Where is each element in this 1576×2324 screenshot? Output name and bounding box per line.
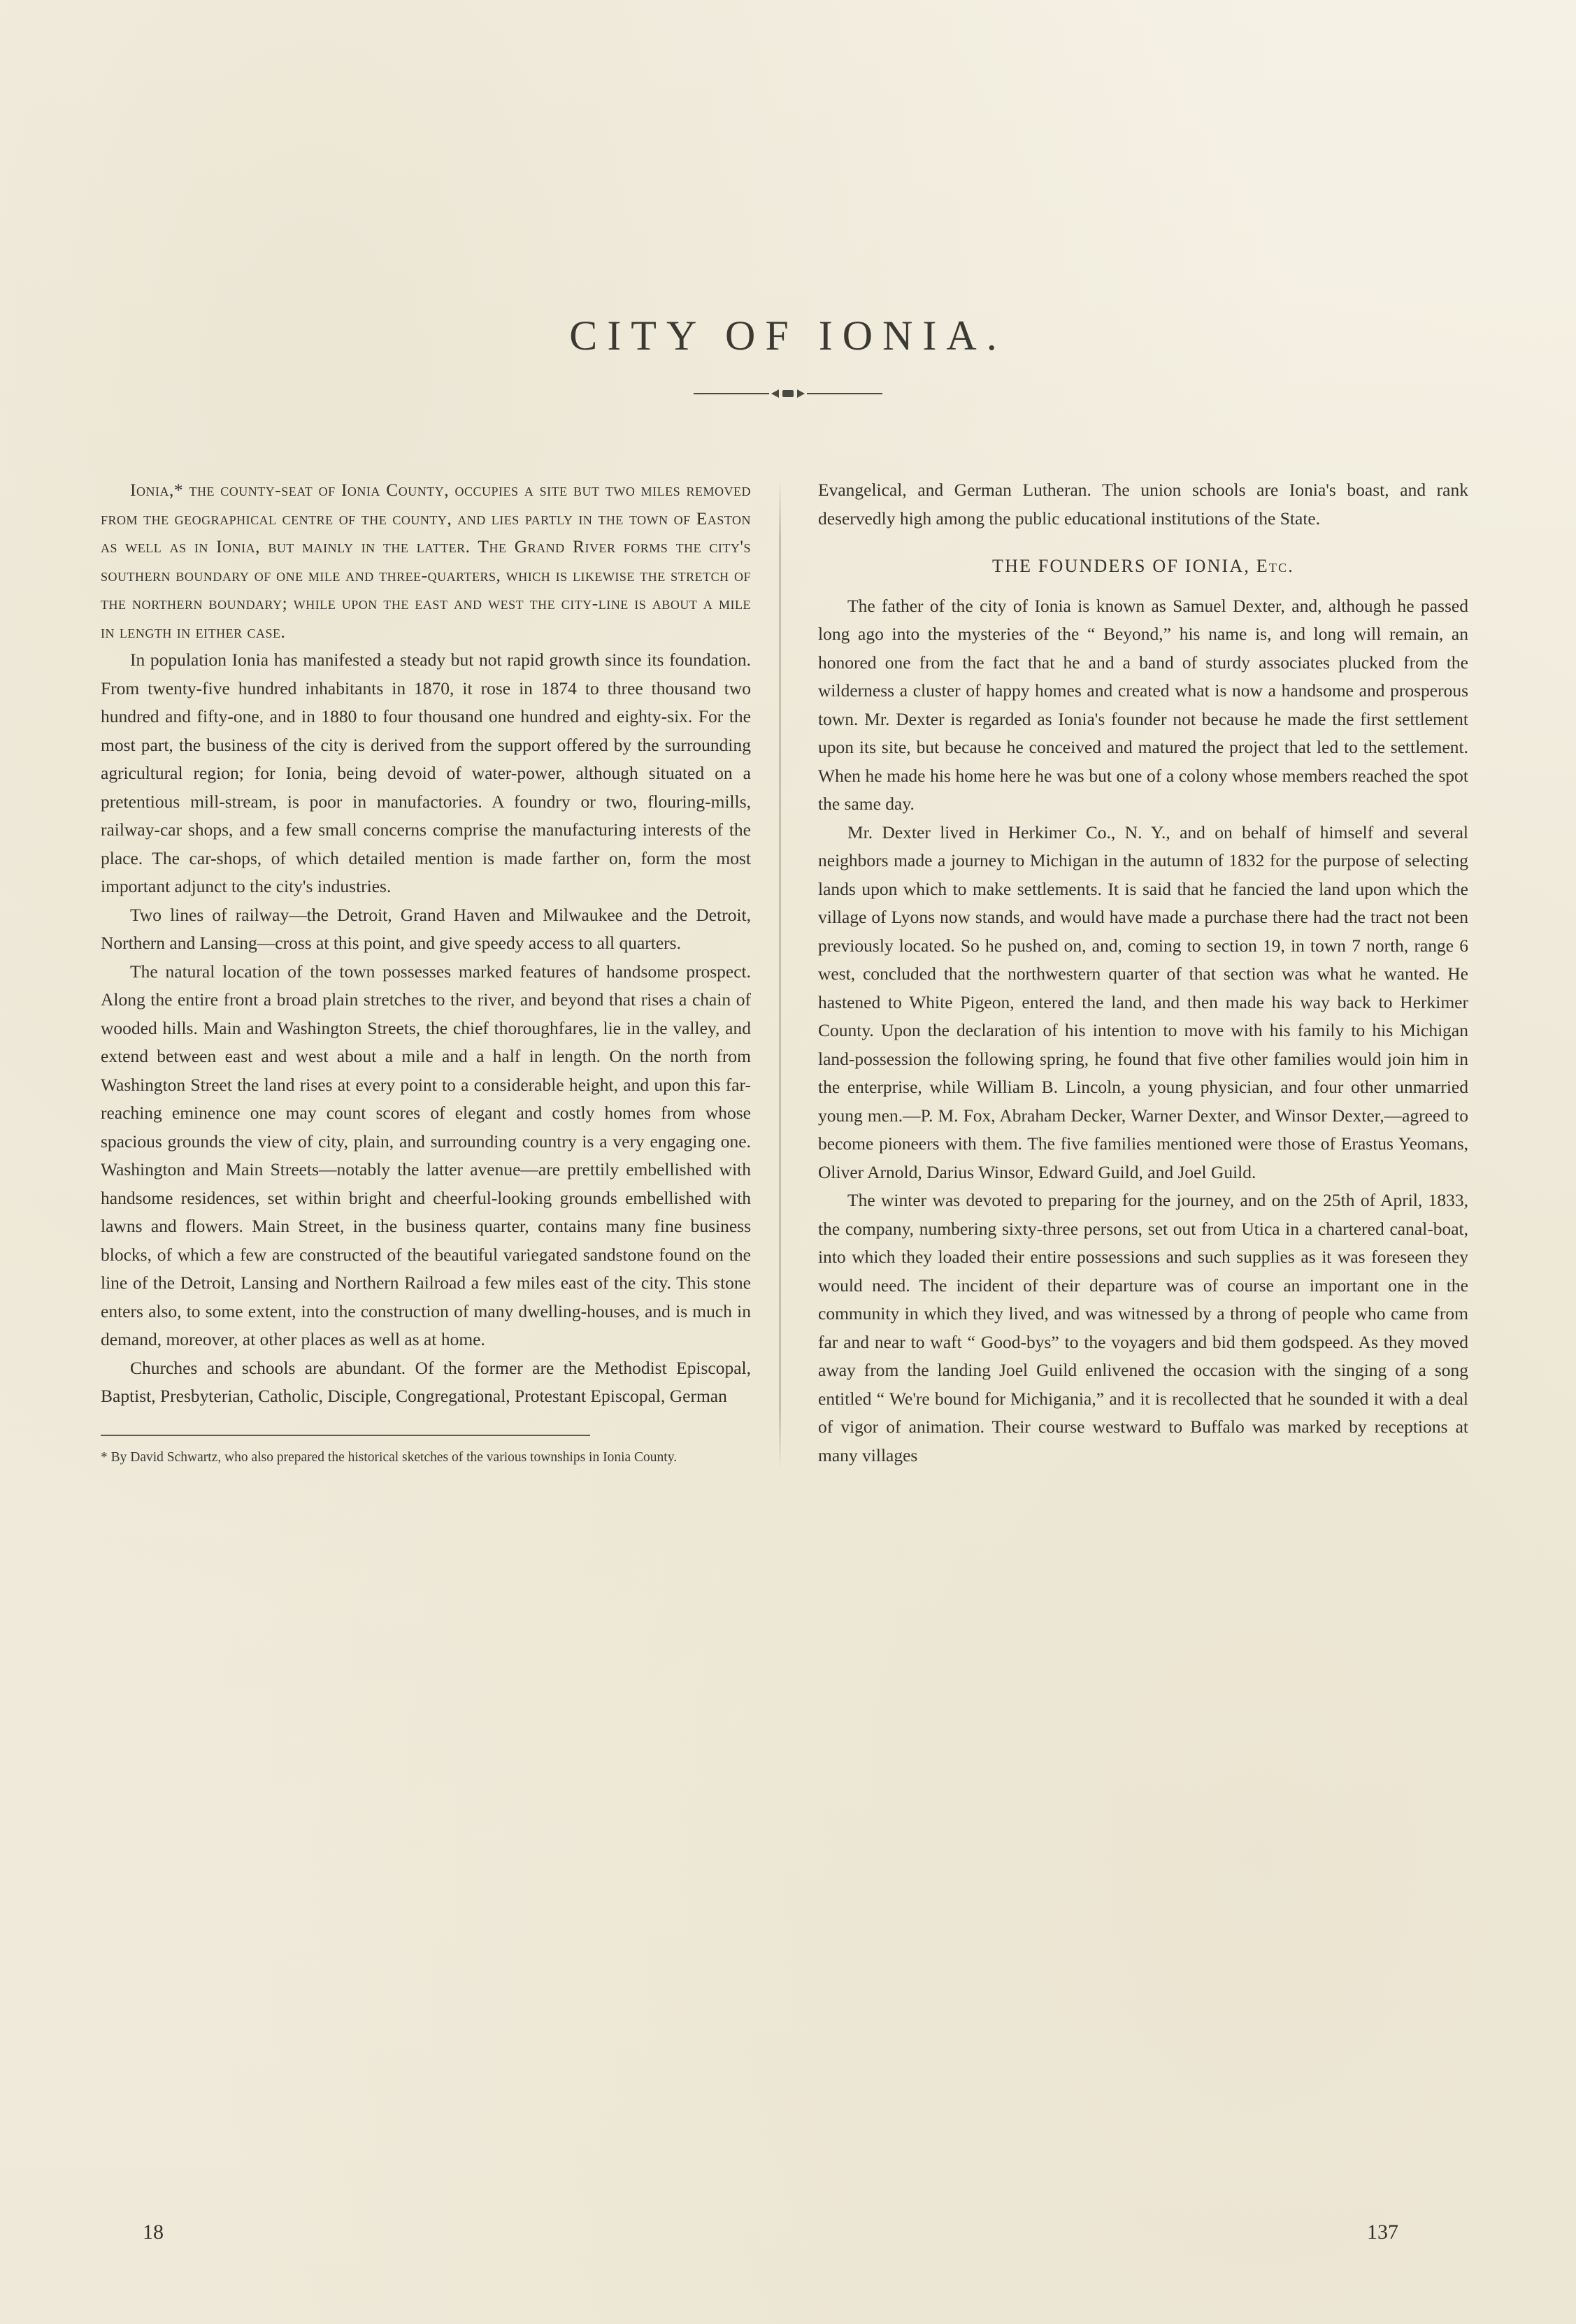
paragraph: Two lines of railway—the Detroit, Grand Haven and Milwaukee and the Detroit, Northern and Lansing—cross at this point, and give speedy access to all quarters. (101, 904, 751, 953)
two-column-body (101, 476, 1475, 1470)
page-number-right: 137 (1367, 2221, 1398, 2244)
right-column (781, 476, 1468, 1470)
paragraph: The father of the city of Ionia is known as Samuel Dexter, and, although he passed long ago into the mysteries of the “ Beyond,” his name is, and long will remain, an honored one from the fact that he and a band of sturdy associates plucked from the wilderness a cluster of happy homes and created what is now a handsome and prosperous town. Mr. Dexter is regarded as Ionia's founder not because he made the first settlement upon its site, but because he conceived and matured the project that led to the settlement. When he made his home here he was but one of a colony whose members reached the spot the same day. (818, 595, 1468, 814)
section-heading: THE FOUNDERS OF IONIA, Etc. (992, 556, 1294, 576)
paragraph: In population Ionia has manifested a steady but not rapid growth since its foundation. From twenty-five hundred inhabitants in 1870, it rose in 1874 to three thousand two hundred and fifty-one, and in 1880 to four thousand one hundred and eighty-six. For the most part, the business of the city is derived from the support offered by the surrounding agricultural region; for Ionia, being devoid of water-power, although situated on a pretentious mill-stream, is poor in manufactories. A foundry or two, flouring-mills, railway-car shops, and a few small concerns comprise the manufacturing interests of the place. The car-shops, of which detailed mention is made farther on, form the most important adjunct to the city's industries. (101, 650, 751, 896)
footnote-rule (101, 1435, 590, 1436)
left-column (101, 476, 779, 1470)
title-ornament-divider (73, 389, 1503, 398)
ornament-line-right (807, 393, 882, 394)
paragraph: Ionia,* the county-seat of Ionia County, occupies a site but two miles removed from the geographical centre of the county, and lies partly in the town of Easton as well as in Ionia, but mainly in the latter. The Grand River forms the city's southern boundary of one mile and three-quarters, which is likewise the stretch of the northern boundary; while upon the east and west the city-line is about a mile in length in either case. (101, 480, 751, 642)
page-title: CITY OF IONIA. (569, 313, 1007, 359)
ornament-arrow-right (797, 389, 805, 398)
footnote-text: * By David Schwartz, who also prepared the historical sketches of the various townships in Ionia County. (101, 1449, 678, 1465)
ornament-center (782, 390, 794, 397)
paragraph: Churches and schools are abundant. Of the former are the Methodist Episcopal, Baptist, Presbyterian, Catholic, Disciple, Congregational, Protestant Episcopal, German (101, 1357, 751, 1406)
paragraph: The natural location of the town possesses marked features of handsome prospect. Along the entire front a broad plain stretches to the river, and beyond that rises a chain of wooded hills. Main and Washington Streets, the chief thoroughfares, lie in the valley, and extend between east and west about a mile and a half in length. On the north from Washington Street the land rises at every point to a considerable height, and upon this far-reaching eminence one may count scores of elegant and costly homes from whose spacious grounds the view of city, plain, and surrounding country is a very engaging one. Washington and Main Streets—notably the latter avenue—are prettily embellished with handsome residences, set within bright and cheerful-looking grounds embellished with lawns and flowers. Main Street, in the business quarter, contains many fine business blocks, of which a few are constructed of the beautiful variegated sandstone found on the line of the Detroit, Lansing and Northern Railroad a few miles east of the city. This stone enters also, to some extent, into the construction of many dwelling-houses, and is much in demand, moreover, at other places as well as at home. (101, 961, 751, 1349)
paragraph: The winter was devoted to preparing for the journey, and on the 25th of April, 1833, the company, numbering sixty-three persons, set out from Utica in a chartered canal-boat, into which they loaded their entire possessions and such supplies as it was foreseen they would need. The incident of their departure was of course an important one in the community in which they lived, and was witnessed by a throng of people who came from far and near to waft “ Good-bys” to the voyagers and bid them godspeed. As they moved away from the landing Joel Guild enlivened the occasion with the singing of a song entitled “ We're bound for Michigania,” and it is recollected that he sounded it with a deal of vigor of animation. Their course westward to Buffalo was marked by receptions at many villages (818, 1190, 1468, 1465)
page-number-left: 18 (143, 2221, 164, 2244)
page-sheet (73, 67, 1503, 2257)
ornament-line-left (694, 393, 769, 394)
paragraph: Evangelical, and German Lutheran. The union schools are Ionia's boast, and rank deservedly high among the public educational institutions of the State. (818, 480, 1468, 529)
paragraph: Mr. Dexter lived in Herkimer Co., N. Y., and on behalf of himself and several neighbors made a journey to Michigan in the autumn of 1832 for the purpose of selecting lands upon which to make settlements. It is said that he fancied the land upon which the village of Lyons now stands, and would have made a purchase there had the tract not been previously located. So he pushed on, and, coming to section 19, in town 7 north, range 6 west, concluded that the northwestern quarter of that section was what he wanted. He hastened to White Pigeon, entered the land, and then made his way back to Herkimer County. Upon the declaration of his intention to move with his family to his Michigan land-possession the following spring, he found that five other families would join him in the enterprise, while William B. Lincoln, a young physician, and four other unmarried young men.—P. M. Fox, Abraham Decker, Warner Dexter, and Winsor Dexter,—agreed to become pioneers with them. The five families mentioned were those of Erastus Yeomans, Oliver Arnold, Darius Winsor, Edward Guild, and Joel Guild. (818, 822, 1468, 1182)
ornament-arrow-left (771, 389, 779, 398)
